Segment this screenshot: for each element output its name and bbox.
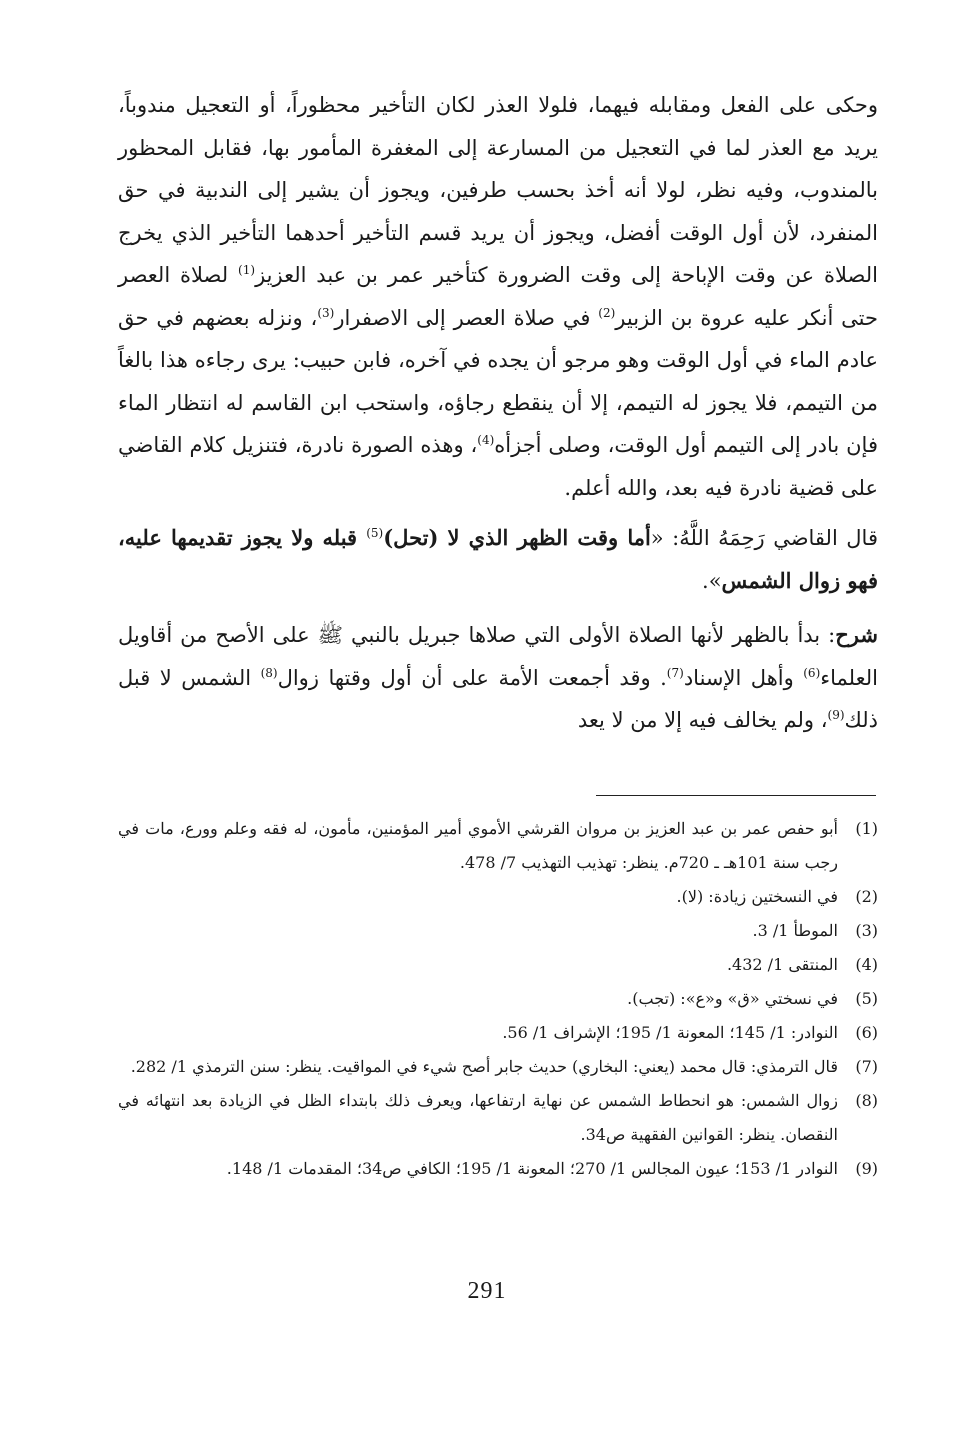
footnote-text: النوادر 1/ 153؛ عيون المجالس 1/ 270؛ المعونة 1/ 195؛ الكافي ص34؛ المقدمات 1/ 148. (226, 1159, 838, 1178)
footnote-text: في نسختي «ق» و«ع»: (تجب). (627, 989, 838, 1008)
footnote-8 (118, 1084, 878, 1152)
footnote-number: (8) (855, 1091, 878, 1110)
paragraph-1-text: ، وهذه الصورة نادرة، فتنزيل كلام القاضي على قضية نادرة فيه بعد، والله أعلم. (118, 433, 878, 500)
footnote-number: (1) (855, 819, 878, 838)
footnote-3 (118, 914, 878, 948)
sharh-text: ، ولم يخالف فيه إلا من لا يعد (577, 708, 828, 732)
quote-bold-text: أما وقت الظهر الذي لا (تحل) (383, 525, 651, 550)
footnote-ref-2[interactable]: (2) (598, 305, 616, 320)
footnote-ref-4[interactable]: (4) (477, 433, 495, 447)
footnote-ref-8[interactable]: (8) (260, 665, 278, 680)
footnote-ref-7[interactable]: (7) (666, 665, 684, 680)
main-text (118, 84, 878, 742)
footnote-number: (4) (855, 955, 878, 974)
quote-bold-text: قبله ولا يجوز تقديمها عليه، فهو زوال الشمس (118, 525, 878, 593)
sharh-text: وأهل الإسناد (683, 665, 804, 690)
paragraph-1-text: وحكى على الفعل ومقابله فيهما، فلولا العذر لكان التأخير محظوراً، أو التعجيل مندوباً، يريد مع العذر لما في التعجيل من المسارعة إلى المغفرة المأمور بها، فقابل المحظور بالمندوب، وفيه نظر، لولا أنه أخذ بحسب طرفين، ويجوز أن يشير إلى الندبية في حق المنفرد، لأن أول الوقت أفضل، ويجوز أن يريد قسم التأخير أحدهما التأخير الذي يخرج الصلاة عن وقت الإباحة إلى وقت الضرورة كتأخير عمر بن عبد العزيز (118, 93, 879, 287)
quote-intro: قال القاضي رَحِمَهُ اللَّهُ: « (650, 526, 878, 550)
paragraph-1 (118, 84, 878, 509)
footnote-ref-3[interactable]: (3) (317, 305, 335, 320)
sharh-heading: شرح (835, 622, 878, 647)
footnote-text: النوادر: 1/ 145؛ المعونة 1/ 195؛ الإشراف 1/ 56. (502, 1023, 838, 1042)
footnote-4 (118, 948, 878, 982)
footnote-text: قال الترمذي: قال محمد (يعني: البخاري) حديث جابر أصح شيء في المواقيت. ينظر: سنن الترمذي 1/ 282. (130, 1057, 838, 1076)
footnote-number: (5) (855, 989, 878, 1008)
quote-end: ». (702, 568, 722, 593)
footnote-text: أبو حفص عمر بن عبد العزيز بن مروان القرشي الأموي أمير المؤمنين، مأمون، له فقه وعلم وورع، مات في رجب سنة 101هـ ـ 720م. ينظر: تهذيب التهذيب 7/ 478. (118, 819, 838, 872)
footnote-number: (7) (855, 1057, 878, 1076)
footnote-text: المنتقى 1/ 432. (726, 955, 838, 974)
footnote-text: في النسختين زيادة: (لا). (676, 887, 838, 906)
footnote-ref-1[interactable]: (1) (238, 263, 256, 277)
footnotes-section (118, 812, 878, 1186)
footnote-ref-5[interactable]: (5) (366, 526, 384, 540)
sharh-paragraph (118, 614, 878, 742)
sharh-text: : بدأ بالظهر لأنها الصلاة الأولى التي صلاها جبريل بالنبي ﷺ على الأصح من أقاويل العلماء (118, 623, 878, 690)
footnote-number: (6) (855, 1023, 878, 1042)
footnote-text: الموطأ 1/ 3. (752, 921, 838, 940)
paragraph-1-text: ، ونزله بعضهم في حق عادم الماء في أول الوقت وهو مرجو أن يجده في آخره، فابن حبيب: يرى رجاءه هذا بالغاً من التيمم، فلا يجوز له التيمم، إلا أن ينقطع رجاؤه، واستحب ابن القاسم له انتظار الماء فإن بادر إلى التيمم أول الوقت، وصلى أجزأه (118, 305, 878, 457)
footnote-7 (118, 1050, 878, 1084)
footnote-1 (118, 812, 878, 880)
footnote-5 (118, 982, 878, 1016)
footnote-number: (9) (855, 1159, 878, 1178)
sharh-text: الشمس لا قبل ذلك (118, 665, 878, 732)
footnote-2 (118, 880, 878, 914)
footnote-number: (2) (855, 887, 878, 906)
footnote-6 (118, 1016, 878, 1050)
page-number: 291 (467, 1278, 507, 1304)
paragraph-1-text: في صلاة العصر إلى الاصفرار (334, 305, 599, 330)
paragraph-1-text: لصلاة العصر حتى أنكر عليه عروة بن الزبير (118, 263, 878, 330)
footnote-text: زوال الشمس: هو انحطاط الشمس عن نهاية ارتفاعها، ويعرف ذلك بابتداء الظل في الزيادة بعد انتهائه في النقصان. ينظر: القوانين الفقهية ص34. (118, 1091, 838, 1144)
footnote-9 (118, 1152, 878, 1186)
sharh-text: . وقد أجمعت الأمة على أن أول وقتها زوال (277, 665, 667, 690)
footnote-divider (596, 795, 876, 796)
footnote-ref-6[interactable]: (6) (803, 665, 821, 680)
footnote-ref-9[interactable]: (9) (827, 708, 845, 722)
footnote-number: (3) (855, 921, 878, 940)
qadi-quote (118, 517, 878, 602)
